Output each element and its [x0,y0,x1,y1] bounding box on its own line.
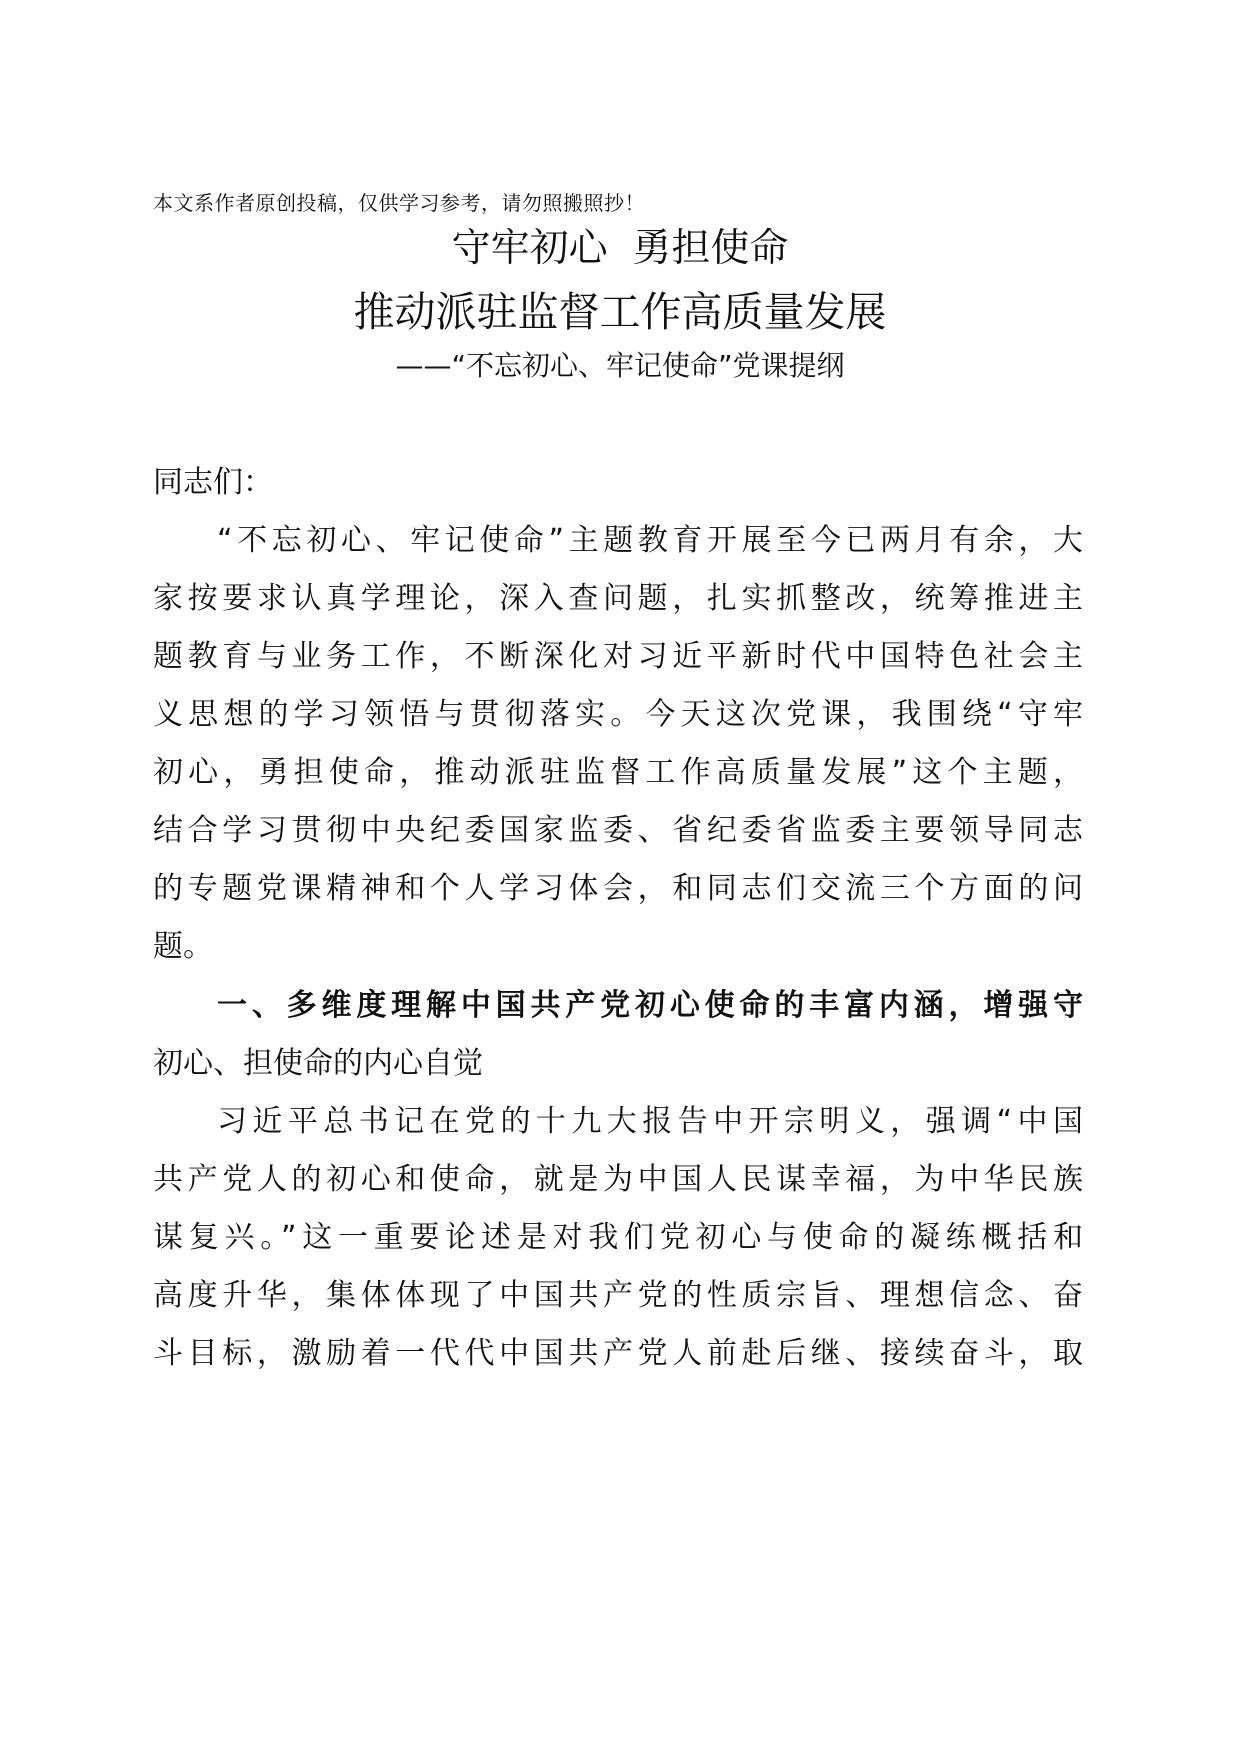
title-line-2: 推动派驻监督工作高质量发展 [353,288,887,336]
paragraph-line: 高度升华，集体体现了中国共产党的性质宗旨、理想信念、奋 [153,1278,1083,1313]
paragraph-line: 义思想的学习领悟与贯彻落实。今天这次党课，我围绕“守牢 [153,697,1083,732]
salutation: 同志们： [153,465,273,500]
title-line-1: 守牢初心 勇担使命 [451,226,789,271]
paragraph-line: 谋复兴。”这一重要论述是对我们党初心与使命的凝练概括和 [153,1220,1083,1255]
paragraph-line: 的专题党课精神和个人学习体会，和同志们交流三个方面的问 [153,871,1083,906]
paragraph-line: 题教育与业务工作，不断深化对习近平新时代中国特色社会主 [153,639,1083,674]
section-heading-line: 初心、担使命的内心自觉 [153,1046,483,1081]
paragraph-line: 共产党人的初心和使命，就是为中国人民谋幸福，为中华民族 [153,1162,1083,1197]
paragraph-line: 家按要求认真学理论，深入查问题，扎实抓整改，统筹推进主 [153,581,1083,616]
copyright-notice: 本文系作者原创投稿，仅供学习参考，请勿照搬照抄！ [153,191,645,215]
paragraph-line: 习近平总书记在党的十九大报告中开宗明义，强调“中国 [217,1104,1083,1139]
paragraph-line: 题。 [153,929,213,964]
section-heading-line: 一、多维度理解中国共产党初心使命的丰富内涵，增强守 [217,988,1083,1023]
paragraph-line: 结合学习贯彻中央纪委国家监委、省纪委省监委主要领导同志 [153,813,1083,848]
paragraph-line: “不忘初心、牢记使命”主题教育开展至今已两月有余，大 [217,523,1083,558]
paragraph-line: 初心，勇担使命，推动派驻监督工作高质量发展”这个主题， [153,755,1083,790]
paragraph-line: 斗目标，激励着一代代中国共产党人前赴后继、接续奋斗，取 [153,1336,1083,1371]
subtitle: ——“不忘初心、牢记使命”党课提纲 [395,349,845,382]
